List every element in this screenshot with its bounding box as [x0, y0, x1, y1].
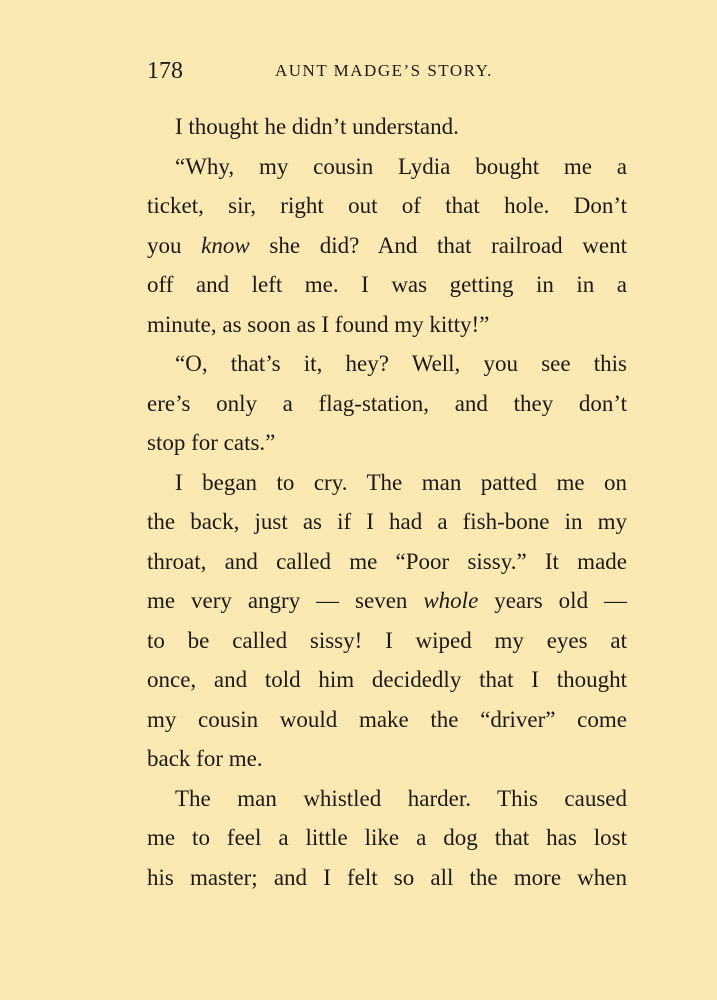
text-line: [147, 542, 627, 582]
text-span: The man whistled harder. This caused: [175, 785, 627, 811]
text-span: “Why, my cousin Lydia bought me a: [175, 153, 627, 179]
italic-text: know: [201, 232, 250, 258]
body-text: [147, 107, 627, 897]
text-span: you: [147, 232, 202, 258]
text-line: [147, 107, 627, 147]
text-line: [147, 463, 627, 503]
text-span: the back, just as if I had a fish-bone in my: [147, 509, 627, 534]
text-span: I thought he didn’t understand.: [175, 114, 459, 139]
text-span: his master; and I felt so all the more when: [147, 864, 627, 890]
text-span: minute, as soon as I found my kitty!”: [147, 311, 490, 337]
text-span: I began to cry. The man patted me on: [175, 469, 627, 495]
text-span: once, and told him decidedly that I thought: [147, 667, 627, 692]
page-number: 178: [147, 58, 183, 84]
text-line: [147, 305, 627, 345]
text-span: off and left me. I was getting in in a: [147, 272, 627, 297]
text-span: ticket, sir, right out of that hole. Don’t: [147, 193, 627, 218]
text-line: [147, 265, 627, 305]
text-line: [147, 186, 627, 226]
text-span: “O, that’s it, hey? Well, you see this: [175, 351, 627, 376]
text-span: ere’s only a flag-station, and they don’t: [147, 390, 627, 416]
text-line: [147, 621, 627, 661]
running-title: AUNT MADGE’S STORY.: [275, 61, 493, 80]
text-span: throat, and called me “Poor sissy.” It made: [147, 548, 627, 574]
text-line: [147, 700, 627, 740]
text-line: [147, 818, 627, 858]
text-line: [147, 384, 627, 424]
text-span: she did? And that railroad went: [249, 232, 628, 258]
text-line: [147, 581, 627, 621]
text-span: me to feel a little like a dog that has lost: [147, 825, 627, 850]
text-line: [147, 226, 627, 266]
text-line: [147, 147, 627, 187]
text-span: my cousin would make the “driver” come: [147, 706, 627, 732]
italic-text: whole: [423, 588, 479, 613]
text-line: [147, 660, 627, 700]
text-span: to be called sissy! I wiped my eyes at: [147, 627, 627, 653]
page-header: [147, 54, 627, 88]
text-span: me very angry — seven: [147, 588, 424, 613]
text-line: [147, 344, 627, 384]
text-span: back for me.: [147, 746, 263, 771]
text-line: [147, 779, 627, 819]
text-span: stop for cats.”: [147, 430, 276, 455]
text-line: [147, 502, 627, 542]
text-span: years old —: [478, 588, 627, 613]
text-line: [147, 858, 627, 898]
text-line: [147, 739, 627, 779]
text-line: [147, 423, 627, 463]
